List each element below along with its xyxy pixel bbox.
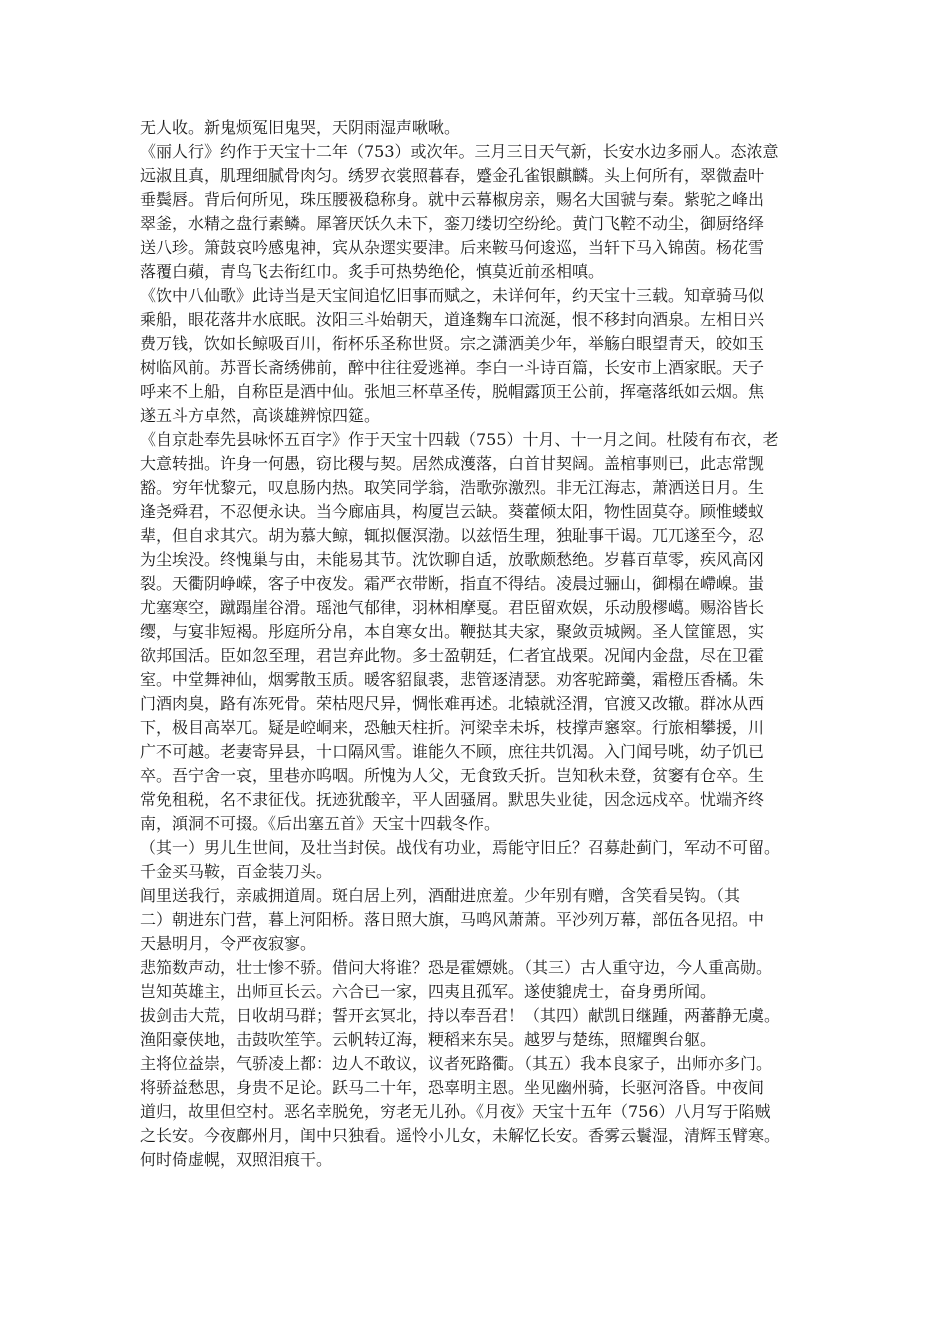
- text-line: 缨，与宴非短褐。彤庭所分帛，本自寒女出。鞭挞其夫家，聚敛贡城阙。圣人筐篚恩，实: [140, 622, 765, 641]
- text-line: 门酒肉臭，路有冻死骨。荣枯咫尺异，惆怅难再述。北辕就泾渭，官渡又改辙。群冰从西: [140, 694, 765, 713]
- text-line: 下，极目高崒兀。疑是崆峒来，恐触天柱折。河梁幸未坼，枝撑声窸窣。行旅相攀援，川: [140, 718, 765, 737]
- text-line: 落覆白蘋，青鸟飞去衔红巾。炙手可热势绝伦，慎莫近前丞相嗔。: [140, 262, 605, 281]
- text-line: 远淑且真，肌理细腻骨肉匀。绣罗衣裳照暮春，蹙金孔雀银麒麟。头上何所有，翠微盍叶: [140, 166, 765, 185]
- text-line: 悲笳数声动，壮士惨不骄。借问大将谁？恐是霍嫖姚。（其三）古人重守边，今人重高勋。: [140, 958, 773, 977]
- text-line: 树临风前。苏晋长斋绣佛前，醉中往往爱逃禅。李白一斗诗百篇，长安市上酒家眠。天子: [140, 358, 765, 377]
- text-line: [140, 1196, 830, 1220]
- text-line: 逢尧舜君，不忍便永诀。当今廊庙具，构厦岂云缺。葵藿倾太阳，物性固莫夺。顾惟蝼蚁: [140, 502, 765, 521]
- text-line: 广不可越。老妻寄异县，十口隔风雪。谁能久不顾，庶往共饥渴。入门闻号咷，幼子饥已: [140, 742, 765, 761]
- text-line: 垂鬓唇。背后何所见，珠压腰衱稳称身。就中云幕椒房亲，赐名大国虢与秦。紫驼之峰出: [140, 190, 765, 209]
- text-line: 乘船，眼花落井水底眠。汝阳三斗始朝天，道逢麴车口流涎，恨不移封向酒泉。左相日兴: [140, 310, 765, 329]
- text-line: 千金买马鞍，百金装刀头。: [140, 862, 333, 881]
- text-line: 为尘埃没。终愧巢与由，未能易其节。沈饮聊自适，放歌颇愁绝。岁暮百草零，疾风高冈: [140, 550, 765, 569]
- text-line: 岂知英雄主，出师亘长云。六合已一家，四夷且孤军。遂使貔虎士，奋身勇所闻。: [140, 982, 717, 1001]
- text-line: 常免租税，名不隶征伐。抚迹犹酸辛，平人固骚屑。默思失业徒，因念远戍卒。忧端齐终: [140, 790, 765, 809]
- text-line: 渔阳豪侠地，击鼓吹笙竽。云帆转辽海，粳稻来东吴。越罗与楚练，照耀舆台躯。: [140, 1030, 717, 1049]
- text-line: 豁。穷年忧黎元，叹息肠内热。取笑同学翁，浩歌弥激烈。非无江海志，萧洒送日月。生: [140, 478, 765, 497]
- text-line: 费万钱，饮如长鲸吸百川，衔杯乐圣称世贤。宗之潇洒美少年，举觞白眼望青天，皎如玉: [140, 334, 765, 353]
- text-line: 天悬明月，令严夜寂寥。: [140, 934, 317, 953]
- text-line: 大意转拙。许身一何愚，窃比稷与契。居然成濩落，白首甘契阔。盖棺事则已，此志常觊: [140, 454, 765, 473]
- text-line: 裂。天衢阴峥嵘，客子中夜发。霜严衣带断，指直不得结。凌晨过骊山，御榻在嵽嵲。蚩: [140, 574, 765, 593]
- text-line: 欲邦国活。臣如忽至理，君岂弃此物。多士盈朝廷，仁者宜战栗。况闻内金盘，尽在卫霍: [140, 646, 765, 665]
- text-line: 呼来不上船，自称臣是酒中仙。张旭三杯草圣传，脱帽露顶王公前，挥毫落纸如云烟。焦: [140, 382, 765, 401]
- text-line: 闾里送我行，亲戚拥道周。斑白居上列，酒酣进庶羞。少年别有赠，含笑看吴钩。（其: [140, 886, 741, 905]
- text-line: 遂五斗方卓然，高谈雄辨惊四筵。: [140, 406, 381, 425]
- text-line: 翠釜，水精之盘行素鳞。犀箸厌饫久未下，銮刀缕切空纷纶。黄门飞鞚不动尘，御厨络绎: [140, 214, 765, 233]
- text-line: 二）朝进东门营，暮上河阳桥。落日照大旗，马鸣风萧萧。平沙列万幕，部伍各见招。中: [140, 910, 765, 929]
- text-line: 无人收。新鬼烦冤旧鬼哭，天阴雨湿声啾啾。: [140, 118, 461, 137]
- text-line: 卒。吾宁舍一哀，里巷亦呜咽。所愧为人父，无食致夭折。岂知秋未登，贫窭有仓卒。生: [140, 766, 765, 785]
- text-line: 何时倚虚幌，双照泪痕干。: [140, 1150, 333, 1169]
- text-line: 道归，故里但空村。恶名幸脱免，穷老无儿孙。《月夜》天宝十五年（756）八月写于陷贼: [140, 1102, 771, 1121]
- text-line: 送八珍。箫鼓哀吟感鬼神，宾从杂遝实要津。后来鞍马何逡巡，当轩下马入锦茵。杨花雪: [140, 238, 765, 257]
- text-line: 《自京赴奉先县咏怀五百字》作于天宝十四载（755）十月、十一月之间。杜陵有布衣，老: [140, 430, 779, 449]
- text-line: 拔剑击大荒，日收胡马群；誓开玄冥北，持以奉吾君！（其四）献凯日继踵，两蕃静无虞。: [140, 1006, 781, 1025]
- text-line: 之长安。今夜鄜州月，闺中只独看。遥怜小儿女，未解忆长安。香雾云鬟湿，清辉玉臂寒。: [140, 1126, 781, 1145]
- text-line: 辈，但自求其穴。胡为慕大鲸，辄拟偃溟渤。以兹悟生理，独耻事干谒。兀兀遂至今，忍: [140, 526, 765, 545]
- text-line: 主将位益崇，气骄凌上都：边人不敢议，议者死路衢。（其五）我本良家子，出师亦多门。: [140, 1054, 773, 1073]
- text-line: 《丽人行》约作于天宝十二年（753）或次年。三月三日天气新，长安水边多丽人。态浓意: [140, 142, 779, 161]
- text-line: [140, 1172, 830, 1196]
- text-line: 南，澒洞不可掇。《后出塞五首》天宝十四载冬作。: [140, 814, 501, 833]
- text-line: 室。中堂舞神仙，烟雾散玉质。暖客貂鼠裘，悲管逐清瑟。劝客驼蹄羹，霜橙压香橘。朱: [140, 670, 765, 689]
- text-line: （其一）男儿生世间，及壮当封侯。战伐有功业，焉能守旧丘？召募赴蓟门，军动不可留。: [140, 838, 781, 857]
- text-line: 《饮中八仙歌》此诗当是天宝间追忆旧事而赋之，未详何年，约天宝十三载。知章骑马似: [140, 286, 765, 305]
- text-line: 尤塞寒空，蹴蹋崖谷滑。瑶池气郁律，羽林相摩戛。君臣留欢娱，乐动殷樛嶱。赐浴皆长: [140, 598, 765, 617]
- text-line: 将骄益愁思，身贵不足论。跃马二十年，恐辜明主恩。坐见幽州骑，长驱河洛昏。中夜间: [140, 1078, 765, 1097]
- document-page: [140, 116, 830, 1220]
